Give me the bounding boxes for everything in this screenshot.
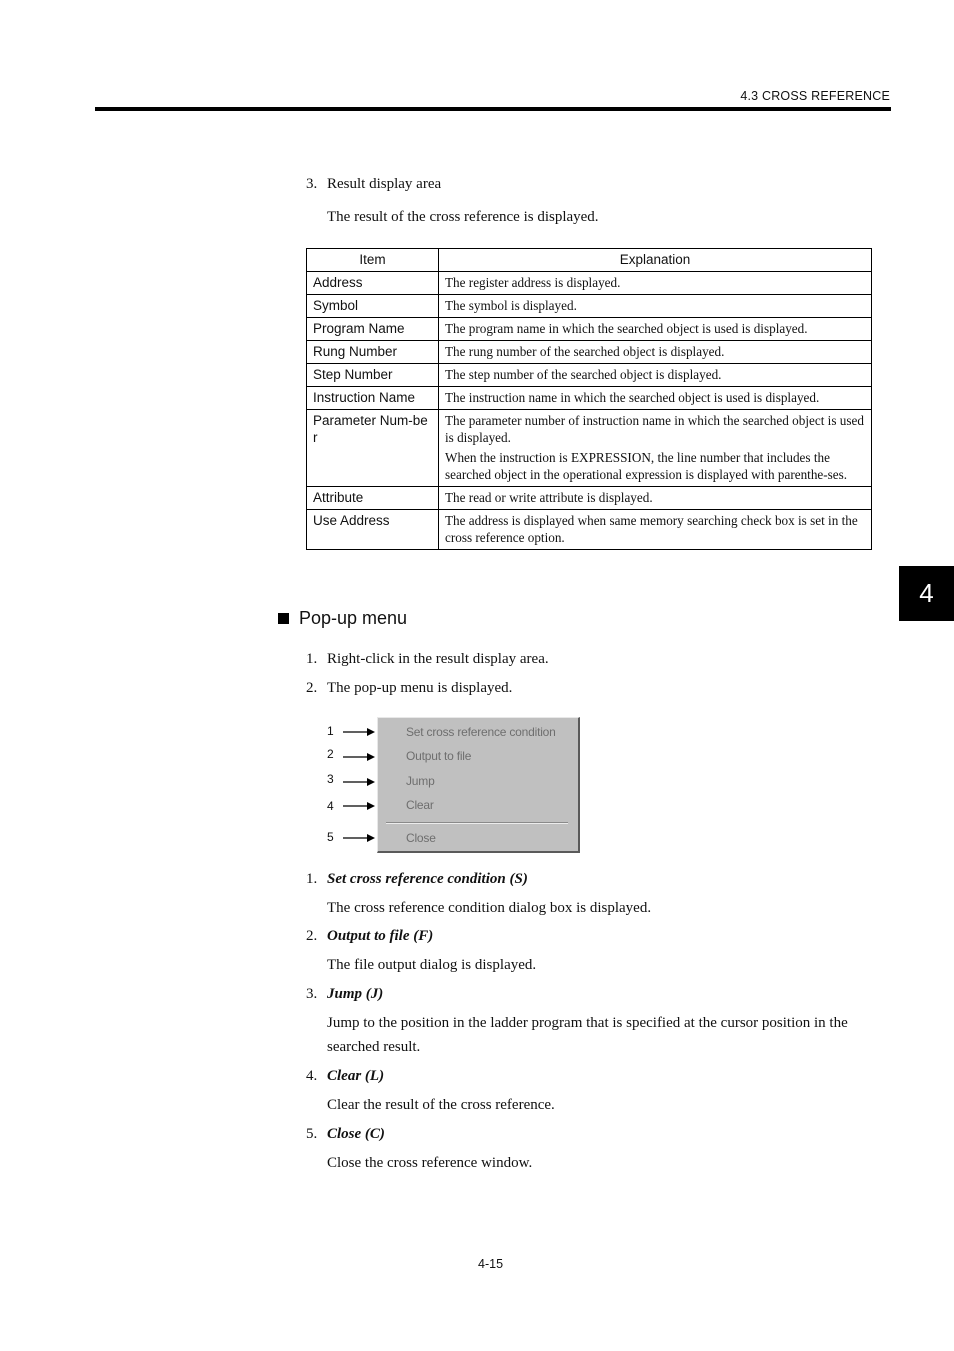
menu-item-set-cross-reference-condition[interactable]: Set cross reference condition	[406, 725, 556, 739]
explanation-text: The program name in which the searched object is used is displayed.	[445, 321, 808, 336]
arrow-right-icon	[343, 727, 375, 737]
table-row	[307, 410, 872, 487]
chapter-tab: 4	[899, 566, 954, 621]
menu-description-item	[306, 1126, 385, 1143]
explanation-text: When the instruction is EXPRESSION, the line number that includes the searched object in the operational expression is displayed with parenthe-ses.	[445, 450, 848, 482]
result-area-number: 3.	[306, 176, 318, 192]
table-cell-item: Program Name	[307, 318, 439, 341]
table-cell-explanation	[439, 364, 872, 387]
callout-number: 3	[327, 772, 334, 786]
explanation-text: The register address is displayed.	[445, 275, 621, 290]
item-title: Clear (L)	[327, 1068, 385, 1084]
table-cell-explanation	[439, 341, 872, 364]
item-description: searched result.	[327, 1039, 421, 1055]
item-number: 5.	[306, 1126, 318, 1142]
item-number: 4.	[306, 1068, 318, 1084]
table-row	[307, 387, 872, 410]
menu-separator	[386, 822, 568, 824]
table-cell-explanation	[439, 387, 872, 410]
item-title: Output to file (F)	[327, 928, 434, 944]
result-area-description: The result of the cross reference is displayed.	[327, 209, 599, 225]
popup-menu	[377, 717, 580, 853]
menu-description-item	[306, 1068, 384, 1085]
step-item	[306, 651, 549, 668]
menu-description-item	[306, 871, 528, 888]
table-row	[307, 510, 872, 550]
table-cell-explanation	[439, 510, 872, 550]
table-cell-item: Attribute	[307, 487, 439, 510]
item-description: Clear the result of the cross reference.	[327, 1097, 555, 1113]
item-title: Close (C)	[327, 1126, 385, 1142]
table-cell-item: Instruction Name	[307, 387, 439, 410]
table-header-row	[307, 249, 872, 272]
explanation-text: The address is displayed when same memory searching check box is set in the cross reference option.	[445, 513, 858, 545]
table-header-item: Item	[307, 249, 439, 272]
arrow-right-icon	[343, 801, 375, 811]
table-cell-item: Parameter Num-ber	[307, 410, 439, 487]
item-number: 2.	[306, 928, 318, 944]
callout-number: 2	[327, 747, 334, 761]
menu-item-jump[interactable]: Jump	[406, 774, 435, 788]
item-description: The cross reference condition dialog box is displayed.	[327, 900, 652, 916]
menu-item-clear[interactable]: Clear	[406, 798, 434, 812]
arrow-right-icon	[343, 752, 375, 762]
menu-description-item	[306, 986, 383, 1003]
table-header-explanation: Explanation	[439, 249, 872, 272]
explanation-text: The instruction name in which the searched object is used is displayed.	[445, 390, 820, 405]
step-item	[306, 680, 512, 697]
callout-number: 1	[327, 724, 334, 738]
arrow-right-icon	[343, 777, 375, 787]
table-row	[307, 364, 872, 387]
table-row	[307, 487, 872, 510]
table-cell-explanation	[439, 487, 872, 510]
item-description: The file output dialog is displayed.	[327, 957, 537, 973]
arrow-right-icon	[343, 833, 375, 843]
explanation-text: The parameter number of instruction name in which the searched object is used is displayed.	[445, 413, 864, 445]
table-cell-item: Address	[307, 272, 439, 295]
menu-description-item	[306, 928, 433, 945]
table-cell-item: Use Address	[307, 510, 439, 550]
item-number: 3.	[306, 986, 318, 1002]
menu-item-close[interactable]: Close	[406, 831, 436, 845]
table-cell-explanation	[439, 272, 872, 295]
item-description: Close the cross reference window.	[327, 1155, 533, 1171]
table-cell-explanation	[439, 410, 872, 487]
callout-number: 5	[327, 830, 334, 844]
table-cell-item: Rung Number	[307, 341, 439, 364]
page-number: 4-15	[478, 1257, 504, 1271]
section-heading-text: Pop-up menu	[299, 608, 408, 628]
item-title: Jump (J)	[327, 986, 384, 1002]
table-cell-explanation	[439, 318, 872, 341]
explanation-text: The read or write attribute is displayed.	[445, 490, 653, 505]
result-area-title: Result display area	[327, 176, 442, 192]
step-text: The pop-up menu is displayed.	[327, 680, 513, 696]
step-number: 2.	[306, 680, 318, 696]
table-row	[307, 318, 872, 341]
square-bullet-icon	[278, 613, 289, 624]
table-cell-item: Symbol	[307, 295, 439, 318]
menu-item-output-to-file[interactable]: Output to file	[406, 749, 472, 763]
explanation-text: The symbol is displayed.	[445, 298, 577, 313]
step-number: 1.	[306, 651, 318, 667]
item-number: 1.	[306, 871, 318, 887]
result-area-heading	[306, 176, 441, 193]
table-row	[307, 341, 872, 364]
table-row	[307, 272, 872, 295]
table-cell-item: Step Number	[307, 364, 439, 387]
section-heading-popup-menu	[278, 608, 407, 629]
header-rule	[95, 107, 891, 111]
callout-number: 4	[327, 799, 334, 813]
item-title: Set cross reference condition (S)	[327, 871, 528, 887]
item-description: Jump to the position in the ladder program that is specified at the cursor position in the	[327, 1015, 848, 1031]
step-text: Right-click in the result display area.	[327, 651, 549, 667]
table-cell-explanation	[439, 295, 872, 318]
running-header: 4.3 CROSS REFERENCE	[740, 89, 890, 103]
item-explanation-table	[306, 248, 872, 550]
table-row	[307, 295, 872, 318]
explanation-text: The rung number of the searched object is displayed.	[445, 344, 725, 359]
explanation-text: The step number of the searched object is displayed.	[445, 367, 722, 382]
